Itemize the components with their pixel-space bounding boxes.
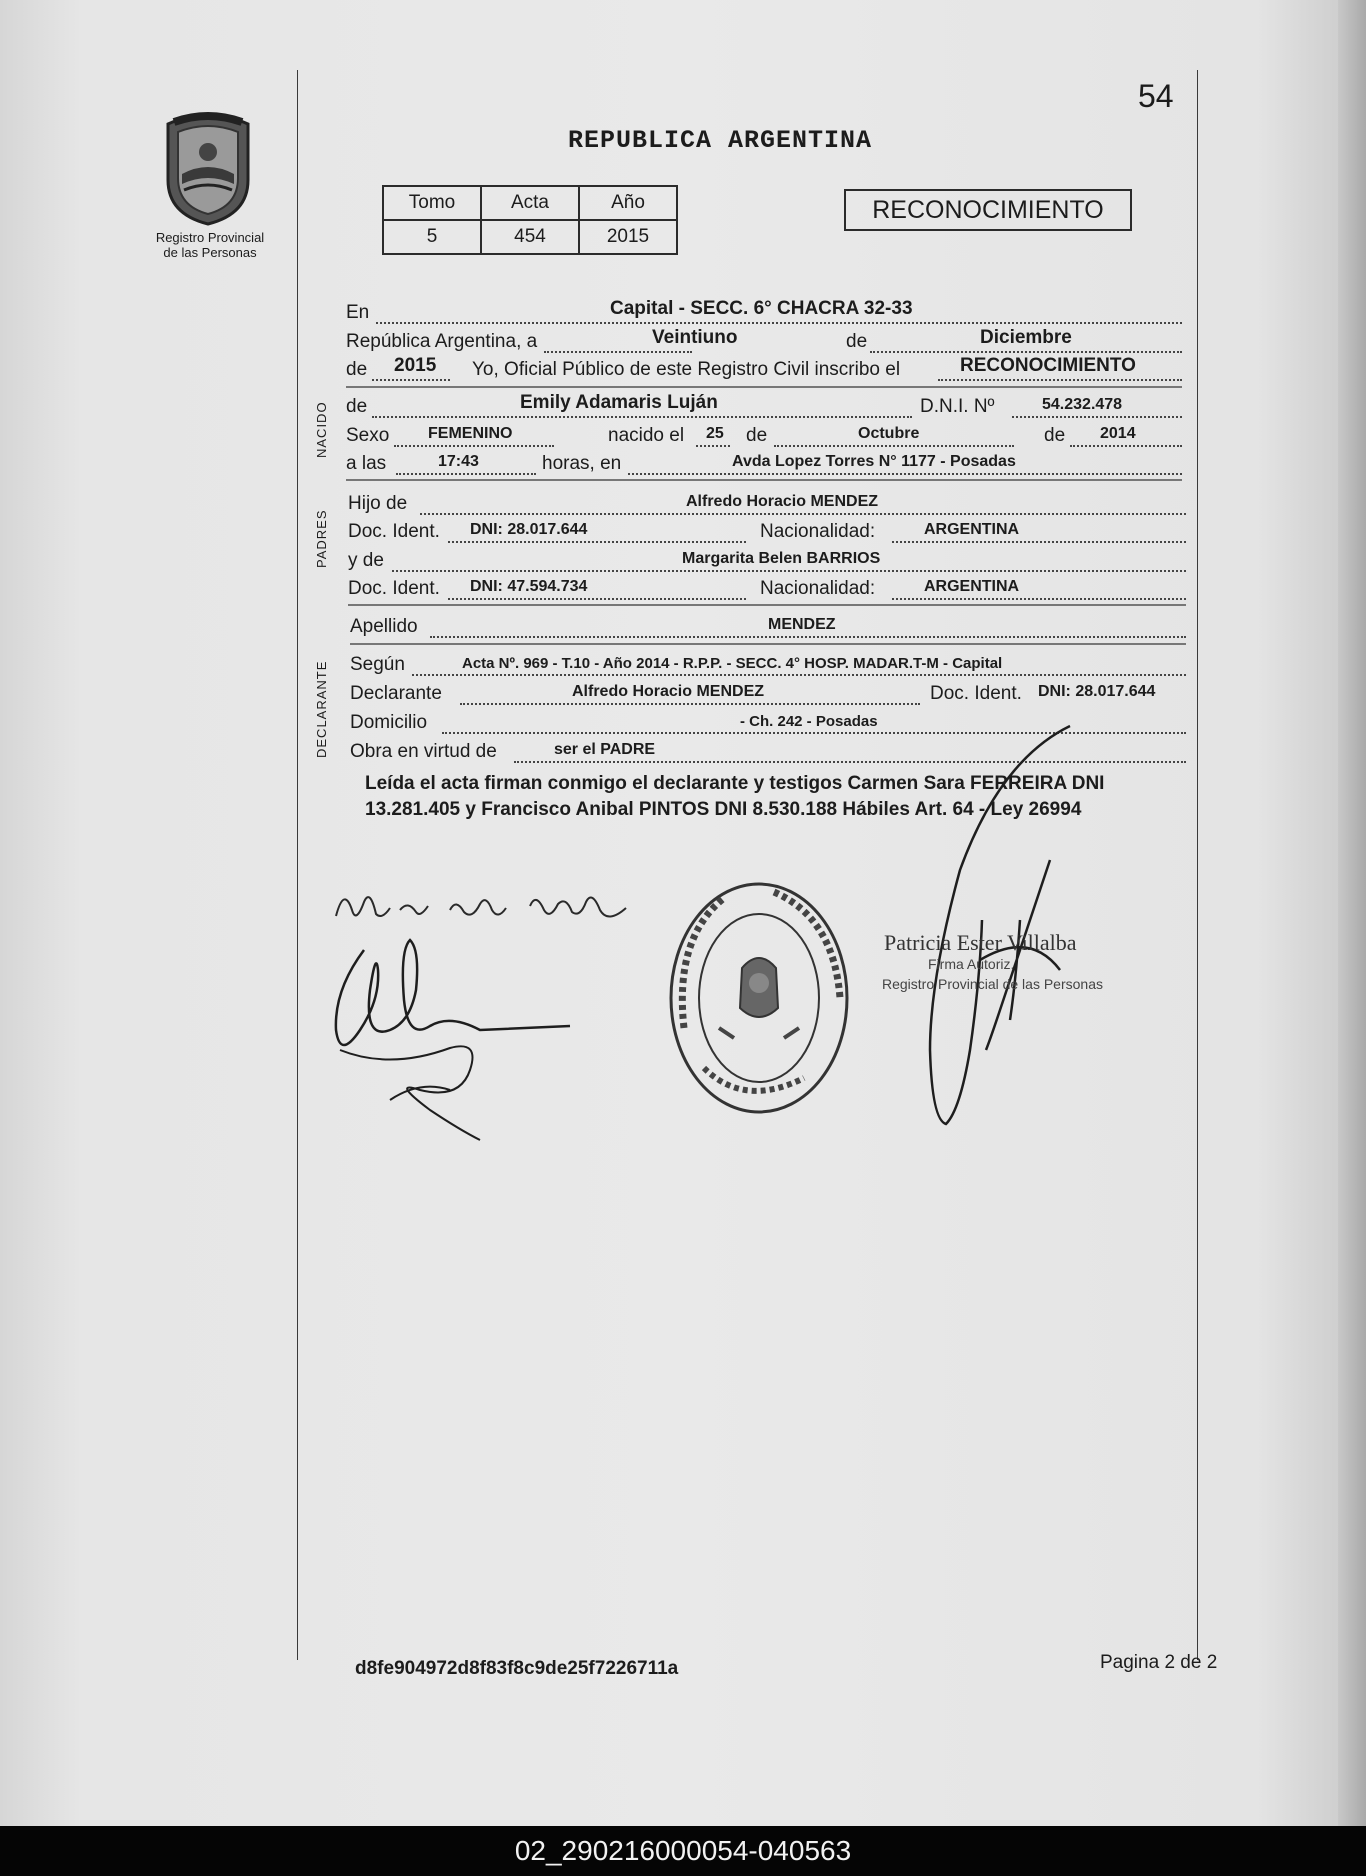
- dots: [420, 512, 1186, 515]
- side-label-declarante: DECLARANTE: [314, 660, 329, 758]
- value-hora: 17:43: [438, 453, 479, 470]
- dots: [774, 444, 1014, 447]
- label-sexo: Sexo: [346, 425, 390, 446]
- label-de: de: [1044, 425, 1066, 446]
- closing-text: Leída el acta firman conmigo el declarante y testigos Carmen Sara FERREIRA DNI 13.281.405 y Francisco Anibal PINTOS DNI 8.530.188 Hábiles Art. 64 - Ley 26994: [365, 773, 1105, 820]
- side-label-nacido: NACIDO: [314, 401, 329, 458]
- value-acta: 454: [481, 220, 579, 254]
- section-separator: [348, 604, 1186, 606]
- registry-label-line2: de las Personas: [163, 245, 257, 260]
- value-dia-nac: 25: [706, 425, 724, 442]
- official-signature-icon: [920, 720, 1090, 1130]
- value-domicilio: - Ch. 242 - Posadas: [740, 713, 878, 730]
- value-nac-padre: ARGENTINA: [924, 521, 1020, 538]
- value-tomo: 5: [383, 220, 481, 254]
- section-separator: [350, 643, 1186, 645]
- field-doc-madre: [348, 574, 1186, 602]
- dots: [394, 444, 554, 447]
- value-lugar: Capital - SECC. 6° CHACRA 32-33: [610, 298, 913, 319]
- label-domicilio: Domicilio: [350, 712, 428, 733]
- label-declarante: Declarante: [350, 683, 442, 704]
- label-republica: República Argentina, a: [346, 331, 538, 352]
- field-nombre: [346, 392, 1182, 420]
- label-en: En: [346, 302, 370, 323]
- value-mes-nac: Octubre: [858, 425, 920, 442]
- page-number: 54: [1138, 78, 1174, 114]
- dots: [892, 597, 1186, 600]
- label-doc-ident: Doc. Ident.: [930, 683, 1022, 704]
- dots: [430, 635, 1186, 638]
- label-de: de: [346, 396, 368, 417]
- value-declarante: Alfredo Horacio MENDEZ: [572, 683, 765, 700]
- field-hijo-de: [348, 489, 1186, 517]
- label-dni: D.N.I. Nº: [920, 396, 995, 417]
- label-doc-ident: Doc. Ident.: [348, 521, 440, 542]
- field-en: [346, 298, 1182, 326]
- dots: [372, 415, 912, 418]
- pagination: Pagina 2 de 2: [1100, 1652, 1218, 1673]
- value-anio: 2015: [579, 220, 677, 254]
- value-sexo: FEMENINO: [428, 425, 513, 442]
- value-anio: 2015: [394, 355, 437, 376]
- header-tomo: Tomo: [383, 186, 481, 220]
- field-republica: [346, 327, 1182, 355]
- escudo-provincia-misiones-icon: [160, 110, 256, 226]
- dots: [448, 540, 746, 543]
- field-declarante: [350, 679, 1186, 707]
- registry-label-line1: Registro Provincial: [155, 230, 265, 245]
- document-hash: d8fe904972d8f83f8c9de25f7226711a: [355, 1658, 679, 1679]
- record-type-box: RECONOCIMIENTO: [844, 189, 1132, 231]
- dots: [892, 540, 1186, 543]
- label-nacionalidad: Nacionalidad:: [760, 521, 876, 542]
- dots: [628, 472, 1182, 475]
- dots: [376, 321, 1182, 324]
- label-hijo-de: Hijo de: [348, 493, 408, 514]
- dots: [448, 597, 746, 600]
- official-seal-icon: [664, 878, 854, 1118]
- value-nac-madre: ARGENTINA: [924, 578, 1020, 595]
- value-acto: RECONOCIMIENTO: [960, 355, 1136, 376]
- left-margin-line: [297, 70, 298, 1660]
- footer-file-id: 02_290216000054-040563: [514, 1835, 852, 1866]
- dots: [460, 702, 920, 705]
- value-nombre: Emily Adamaris Luján: [520, 392, 718, 413]
- dots: [396, 472, 536, 475]
- registry-label: [140, 230, 280, 260]
- official-role: Firma Autoriz.: [928, 956, 1015, 972]
- label-nacido: nacido el: [608, 425, 685, 446]
- value-lugar-nac: Avda Lopez Torres N° 1177 - Posadas: [732, 453, 1016, 470]
- field-hora: [346, 449, 1182, 477]
- text-inscribo: Yo, Oficial Público de este Registro Civil inscribo el: [472, 359, 901, 380]
- value-padre: Alfredo Horacio MENDEZ: [686, 493, 879, 510]
- label-de: de: [846, 331, 868, 352]
- field-y-de: [348, 546, 1186, 574]
- value-anio-nac: 2014: [1100, 425, 1136, 442]
- dots: [392, 569, 1186, 572]
- declarante-signature-icon: [330, 930, 590, 1140]
- label-nacionalidad: Nacionalidad:: [760, 578, 876, 599]
- field-anio: [346, 355, 1182, 383]
- header-anio: Año: [579, 186, 677, 220]
- value-dni-declarante: DNI: 28.017.644: [1038, 683, 1156, 700]
- label-segun: Según: [350, 654, 405, 675]
- value-madre: Margarita Belen BARRIOS: [682, 550, 881, 567]
- value-apellido: MENDEZ: [768, 616, 836, 633]
- right-margin-line: [1197, 70, 1198, 1660]
- label-de: de: [746, 425, 768, 446]
- section-separator: [346, 386, 1182, 388]
- dots: [938, 378, 1182, 381]
- record-table: [382, 185, 678, 255]
- page-edge: [1338, 0, 1366, 1826]
- label-doc-ident: Doc. Ident.: [348, 578, 440, 599]
- label-a-las: a las: [346, 453, 387, 474]
- dots: [372, 378, 450, 381]
- value-dia: Veintiuno: [652, 327, 738, 348]
- value-dni-madre: DNI: 47.594.734: [470, 578, 588, 595]
- dots: [544, 350, 692, 353]
- field-sexo: [346, 421, 1182, 449]
- label-y-de: y de: [348, 550, 384, 571]
- official-office: Registro Provincial de las Personas: [882, 976, 1103, 992]
- value-dni: 54.232.478: [1042, 396, 1123, 413]
- label-obra: Obra en virtud de: [350, 741, 497, 762]
- dots: [696, 444, 730, 447]
- value-segun: Acta Nº. 969 - T.10 - Año 2014 - R.P.P. - SECC. 4° HOSP. MADAR.T-M - Capital: [462, 655, 1003, 672]
- dots: [1070, 444, 1182, 447]
- value-mes: Diciembre: [980, 327, 1072, 348]
- dots: [870, 350, 1182, 353]
- document-title: REPUBLICA ARGENTINA: [567, 126, 873, 155]
- dots: [1012, 415, 1182, 418]
- value-dni-padre: DNI: 28.017.644: [470, 521, 588, 538]
- label-de: de: [346, 359, 368, 380]
- field-apellido: [350, 612, 1186, 640]
- header-acta: Acta: [481, 186, 579, 220]
- value-obra: ser el PADRE: [554, 741, 656, 758]
- official-name: Patricia Ester Villalba: [884, 930, 1077, 955]
- dots: [412, 673, 1186, 676]
- section-separator: [346, 479, 1182, 481]
- field-segun: [350, 650, 1186, 678]
- field-doc-padre: [348, 517, 1186, 545]
- label-horas-en: horas, en: [542, 453, 622, 474]
- label-apellido: Apellido: [350, 616, 418, 637]
- side-label-padres: PADRES: [314, 509, 329, 568]
